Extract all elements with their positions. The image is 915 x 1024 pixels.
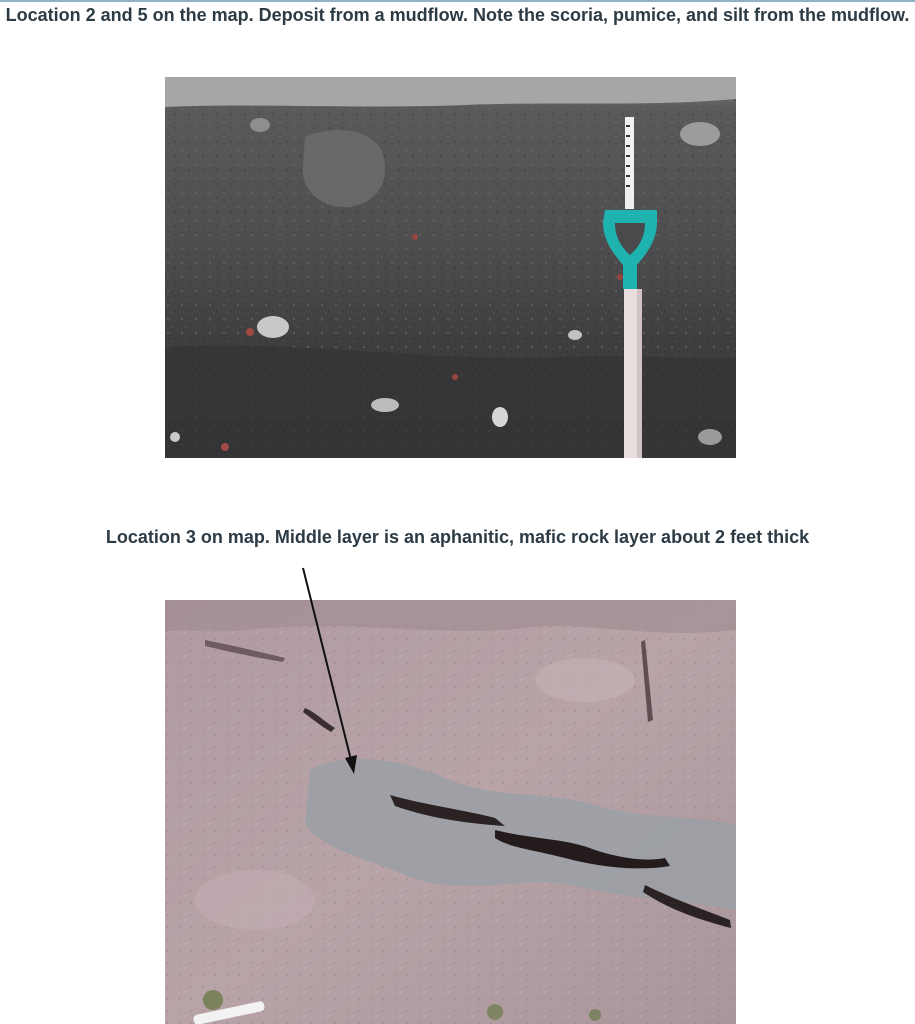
caption-location-2-5: Location 2 and 5 on the map. Deposit from a mudflow. Note the scoria, pumice, and silt from the mudflow. xyxy=(5,5,910,25)
rock-outcrop-photo xyxy=(165,600,736,1024)
caption-location-3: Location 3 on map. Middle layer is an aphanitic, mafic rock layer about 2 feet thick xyxy=(105,527,810,547)
mudflow-deposit-photo xyxy=(165,77,736,458)
